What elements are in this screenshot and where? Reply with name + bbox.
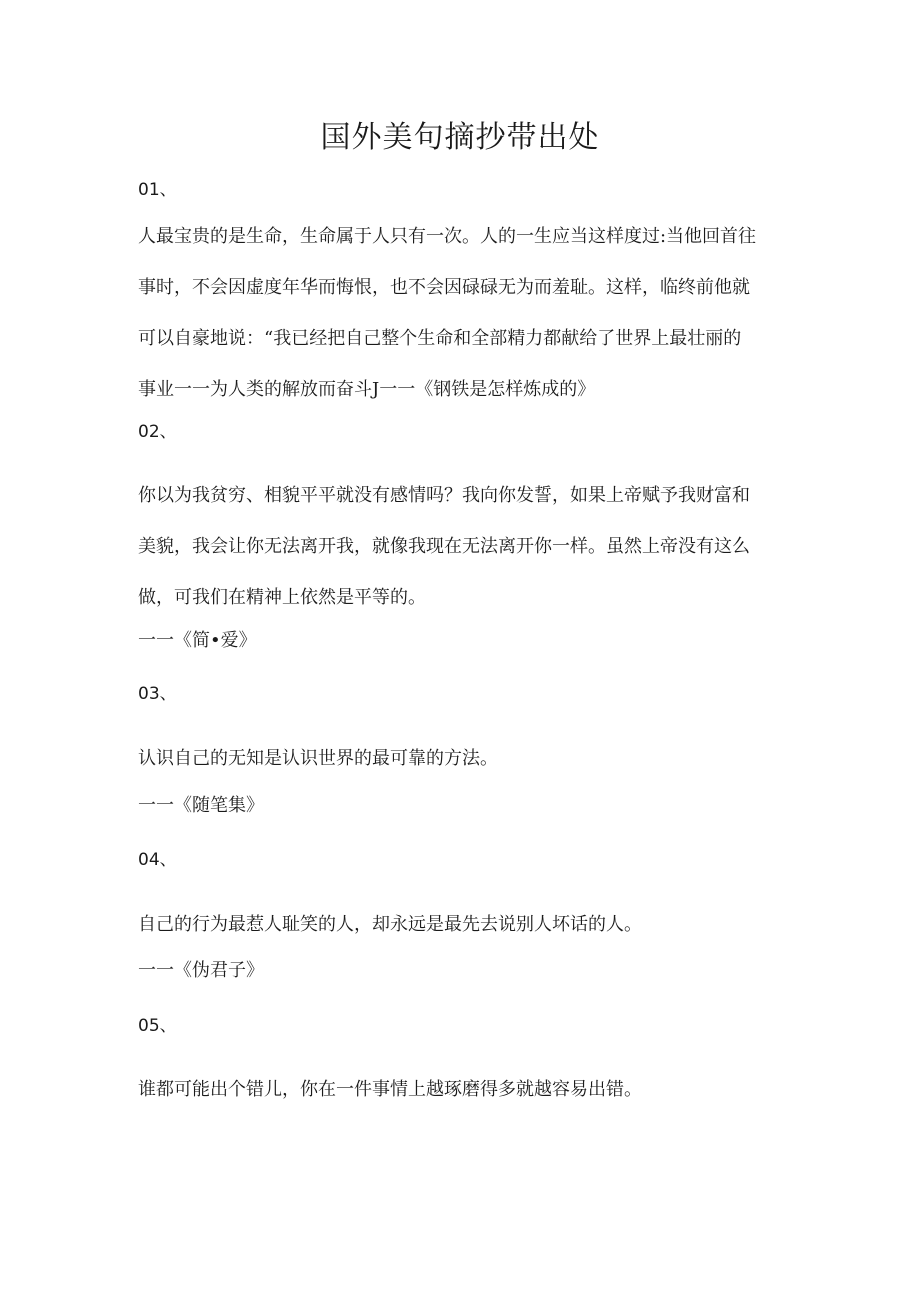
entry-01 [138, 178, 788, 202]
entry-number: 04、 [138, 850, 177, 870]
entry-line: 可以自豪地说：“我已经把自己整个生命和全部精力都献给了世界上最壮丽的 [138, 328, 742, 349]
entry-line: 事业一一为人类的解放而奋斗J一一《钢铁是怎样炼成的》 [138, 379, 596, 400]
entry-source: 一一《简•爱》 [138, 630, 257, 651]
entry-05-text [138, 1064, 788, 1115]
entry-line: 事时，不会因虚度年华而悔恨，也不会因碌碌无为而羞耻。这样，临终前他就 [138, 277, 750, 298]
entry-source: 一一《伪君子》 [138, 960, 264, 981]
entry-04-source [138, 956, 788, 986]
entry-line: 美貌，我会让你无法离开我，就像我现在无法离开你一样。虽然上帝没有这么 [138, 536, 750, 557]
entry-line: 做，可我们在精神上依然是平等的。 [138, 587, 426, 608]
entry-05 [138, 1014, 788, 1038]
entry-02-source [138, 626, 788, 656]
entry-number: 02、 [138, 422, 177, 442]
entry-03-text [138, 733, 788, 784]
entry-line: 谁都可能出个错儿，你在一件事情上越琢磨得多就越容易出错。 [138, 1079, 642, 1100]
entry-line: 认识自己的无知是认识世界的最可靠的方法。 [138, 748, 498, 769]
entry-02 [138, 420, 788, 444]
entry-03 [138, 682, 788, 706]
entry-source: 一一《随笔集》 [138, 795, 264, 816]
entry-01-text [138, 211, 788, 415]
entry-number: 01、 [138, 180, 177, 200]
entry-number: 05、 [138, 1016, 177, 1036]
entry-number: 03、 [138, 684, 177, 704]
entry-04-text [138, 899, 788, 950]
page-title: 国外美句摘抄带出处 [320, 120, 600, 155]
entry-line: 你以为我贫穷、相貌平平就没有感情吗？我向你发誓，如果上帝赋予我财富和 [138, 485, 750, 506]
entry-04 [138, 848, 788, 872]
entry-line: 人最宝贵的是生命，生命属于人只有一次。人的一生应当这样度过:当他回首往 [138, 226, 757, 247]
entry-02-text [138, 470, 788, 623]
entry-line: 自己的行为最惹人耻笑的人，却永远是最先去说别人坏话的人。 [138, 914, 642, 935]
entry-03-source [138, 791, 788, 821]
